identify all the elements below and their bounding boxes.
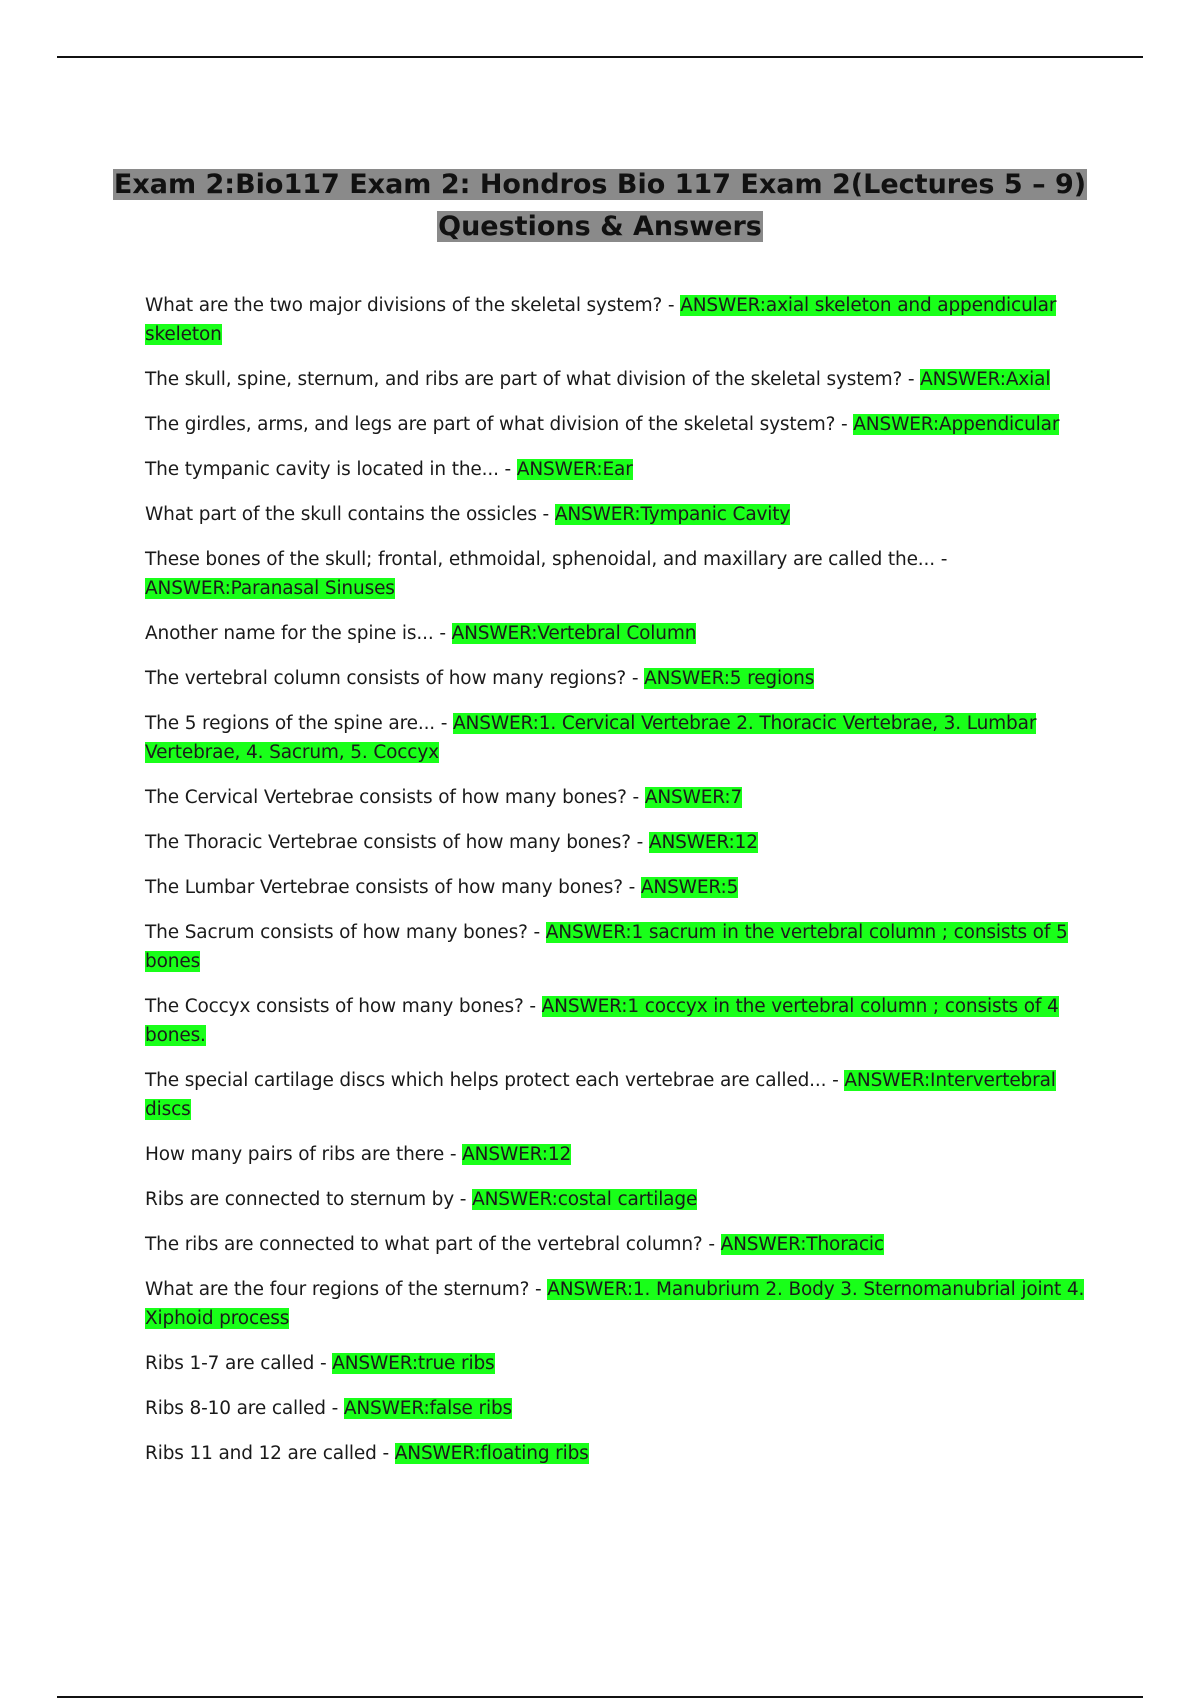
question-answer-separator: - xyxy=(626,787,645,808)
question-text: Ribs are connected to sternum by xyxy=(145,1189,455,1210)
question-text: Ribs 11 and 12 are called xyxy=(145,1443,377,1464)
answer-text: ANSWER:floating ribs xyxy=(394,1443,589,1464)
question-text: The 5 regions of the spine are... xyxy=(145,713,436,734)
answer-text: ANSWER:axial skeleton and appendicular skeleton xyxy=(145,295,1057,345)
question-text: What are the four regions of the sternum? xyxy=(145,1279,530,1300)
qa-item xyxy=(145,992,1087,1050)
qa-item xyxy=(145,365,1087,394)
question-answer-separator: - xyxy=(325,1398,344,1419)
answer-text: ANSWER:Intervertebral discs xyxy=(145,1070,1056,1120)
answer-text: ANSWER:Tympanic Cavity xyxy=(554,504,791,525)
question-answer-separator: - xyxy=(630,832,649,853)
question-text: The Coccyx consists of how many bones? xyxy=(145,996,524,1017)
qa-item xyxy=(145,664,1087,693)
qa-list xyxy=(145,291,1087,1484)
qa-item xyxy=(145,500,1087,529)
answer-text: ANSWER:Thoracic xyxy=(720,1234,884,1255)
question-text: The Thoracic Vertebrae consists of how many bones? xyxy=(145,832,631,853)
question-answer-separator: - xyxy=(835,414,854,435)
answer-text: ANSWER:5 xyxy=(640,877,739,898)
answer-text: ANSWER:12 xyxy=(648,832,758,853)
question-answer-separator: - xyxy=(536,504,555,525)
qa-item xyxy=(145,291,1087,349)
question-answer-separator: - xyxy=(498,459,517,480)
question-answer-separator: - xyxy=(435,713,454,734)
question-text: What part of the skull contains the ossicles xyxy=(145,504,537,525)
qa-item xyxy=(145,1349,1087,1378)
qa-item xyxy=(145,1275,1087,1333)
question-text: How many pairs of ribs are there xyxy=(145,1144,445,1165)
question-answer-separator: - xyxy=(626,668,645,689)
question-answer-separator: - xyxy=(662,295,681,316)
question-text: The Cervical Vertebrae consists of how many bones? xyxy=(145,787,627,808)
question-answer-separator: - xyxy=(529,1279,548,1300)
answer-text: ANSWER:1. Cervical Vertebrae 2. Thoracic Vertebrae, 3. Lumbar Vertebrae, 4. Sacrum, 5. Coccyx xyxy=(145,713,1037,763)
question-answer-separator: - xyxy=(523,996,542,1017)
question-text: The Sacrum consists of how many bones? xyxy=(145,922,528,943)
qa-item xyxy=(145,1140,1087,1169)
qa-item xyxy=(145,828,1087,857)
question-answer-separator: - xyxy=(314,1353,333,1374)
question-text: The tympanic cavity is located in the... xyxy=(145,459,499,480)
question-answer-separator: - xyxy=(826,1070,845,1091)
question-text: Ribs 1-7 are called xyxy=(145,1353,315,1374)
qa-item xyxy=(145,1439,1087,1468)
question-text: These bones of the skull; frontal, ethmoidal, sphenoidal, and maxillary are called the... xyxy=(145,549,936,570)
qa-item xyxy=(145,783,1087,812)
qa-item xyxy=(145,1230,1087,1259)
question-text: What are the two major divisions of the skeletal system? xyxy=(145,295,663,316)
question-answer-separator: - xyxy=(444,1144,463,1165)
qa-item xyxy=(145,873,1087,902)
question-text: Ribs 8-10 are called xyxy=(145,1398,326,1419)
qa-item xyxy=(145,619,1087,648)
answer-text: ANSWER:7 xyxy=(644,787,743,808)
question-text: The girdles, arms, and legs are part of what division of the skeletal system? xyxy=(145,414,836,435)
question-text: The vertebral column consists of how many regions? xyxy=(145,668,627,689)
answer-text: ANSWER:1. Manubrium 2. Body 3. Sternomanubrial joint 4. Xiphoid process xyxy=(145,1279,1085,1329)
question-answer-separator: - xyxy=(935,549,948,570)
question-answer-separator: - xyxy=(376,1443,395,1464)
question-text: The Lumbar Vertebrae consists of how many bones? xyxy=(145,877,623,898)
answer-text: ANSWER:12 xyxy=(462,1144,572,1165)
question-answer-separator: - xyxy=(433,623,452,644)
question-answer-separator: - xyxy=(454,1189,473,1210)
question-text: Another name for the spine is... xyxy=(145,623,434,644)
header-rule xyxy=(57,56,1143,58)
question-answer-separator: - xyxy=(622,877,641,898)
answer-text: ANSWER:Axial xyxy=(920,369,1051,390)
answer-text: ANSWER:Paranasal Sinuses xyxy=(145,578,395,599)
answer-text: ANSWER:Ear xyxy=(516,459,633,480)
qa-item xyxy=(145,918,1087,976)
question-text: The ribs are connected to what part of the vertebral column? xyxy=(145,1234,703,1255)
answer-text: ANSWER:Appendicular xyxy=(853,414,1060,435)
qa-item xyxy=(145,1394,1087,1423)
question-answer-separator: - xyxy=(527,922,546,943)
document-title xyxy=(80,164,1120,248)
question-answer-separator: - xyxy=(702,1234,721,1255)
answer-text: ANSWER:1 coccyx in the vertebral column ; consists of 4 bones. xyxy=(145,996,1059,1046)
qa-item xyxy=(145,1066,1087,1124)
qa-item xyxy=(145,545,1087,603)
answer-text: ANSWER:Vertebral Column xyxy=(451,623,697,644)
qa-item xyxy=(145,455,1087,484)
qa-item xyxy=(145,1185,1087,1214)
answer-text: ANSWER:costal cartilage xyxy=(472,1189,698,1210)
answer-text: ANSWER:false ribs xyxy=(343,1398,513,1419)
title-line-1: Exam 2:Bio117 Exam 2: Hondros Bio 117 Exam 2(Lectures 5 – 9) xyxy=(113,169,1087,201)
qa-item xyxy=(145,709,1087,767)
answer-text: ANSWER:5 regions xyxy=(644,668,815,689)
footer-rule xyxy=(57,1696,1143,1698)
question-text: The skull, spine, sternum, and ribs are part of what division of the skeletal system? xyxy=(145,369,903,390)
question-answer-separator: - xyxy=(902,369,921,390)
answer-text: ANSWER:1 sacrum in the vertebral column ; consists of 5 bones xyxy=(145,922,1068,972)
answer-text: ANSWER:true ribs xyxy=(332,1353,495,1374)
qa-item xyxy=(145,410,1087,439)
question-text: The special cartilage discs which helps protect each vertebrae are called... xyxy=(145,1070,827,1091)
title-line-2: Questions & Answers xyxy=(438,211,762,243)
